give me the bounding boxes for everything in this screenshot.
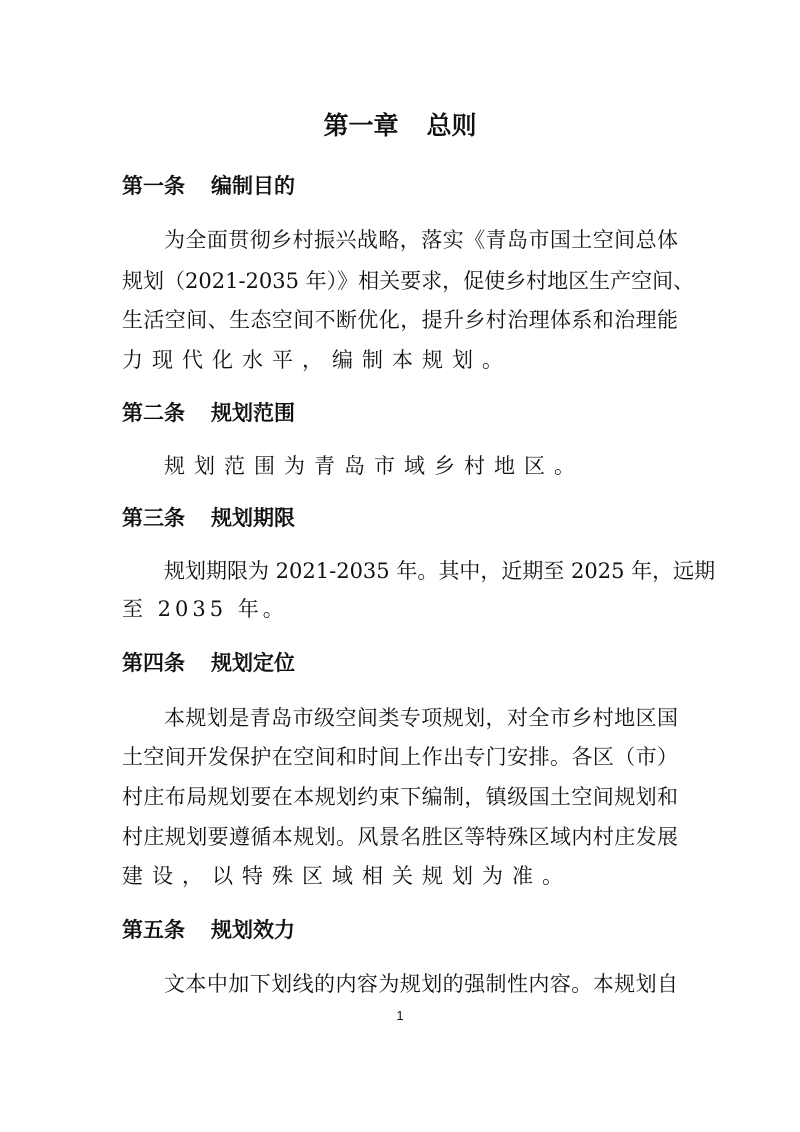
article-heading: 第五条 规划效力 <box>122 917 295 942</box>
paragraph-line: 建设，以特殊区域相关规划为准。 <box>122 864 572 888</box>
paragraph-line: 为全面贯彻乡村振兴战略，落实《青岛市国土空间总体 <box>164 228 678 252</box>
chapter-number: 第一章 <box>323 111 399 140</box>
paragraph-line: 规划（2021-2035 年）》相关要求，促使乡村地区生产空间、 <box>122 269 695 293</box>
paragraph-line: 村庄布局规划要在本规划约束下编制，镇级国土空间规划和 <box>122 785 678 809</box>
chapter-title <box>0 106 800 142</box>
article-heading: 第一条 编制目的 <box>122 173 295 198</box>
paragraph-line: 村庄规划要遵循本规划。风景名胜区等特殊区域内村庄发展 <box>122 825 678 849</box>
paragraph-line: 生活空间、生态空间不断优化，提升乡村治理体系和治理能 <box>122 308 678 332</box>
paragraph-line: 规划范围为青岛市域乡村地区。 <box>164 454 584 478</box>
article-heading: 第二条 规划范围 <box>122 400 295 425</box>
chapter-name: 总则 <box>426 111 477 140</box>
article-heading: 第三条 规划期限 <box>122 505 295 530</box>
paragraph-line: 至 2035 年。 <box>122 597 288 621</box>
paragraph-line: 规划期限为 2021-2035 年。其中，近期至 2025 年，远期 <box>164 559 716 583</box>
paragraph-line: 土空间开发保护在空间和时间上作出专门安排。各区（市） <box>122 745 678 769</box>
page-number: 1 <box>396 1008 404 1023</box>
paragraph-line: 力现代化水平，编制本规划。 <box>122 348 512 372</box>
paragraph-line: 文本中加下划线的内容为规划的强制性内容。本规划自 <box>164 972 678 996</box>
paragraph-line: 本规划是青岛市级空间类专项规划，对全市乡村地区国 <box>164 706 678 730</box>
article-heading: 第四条 规划定位 <box>122 650 295 675</box>
